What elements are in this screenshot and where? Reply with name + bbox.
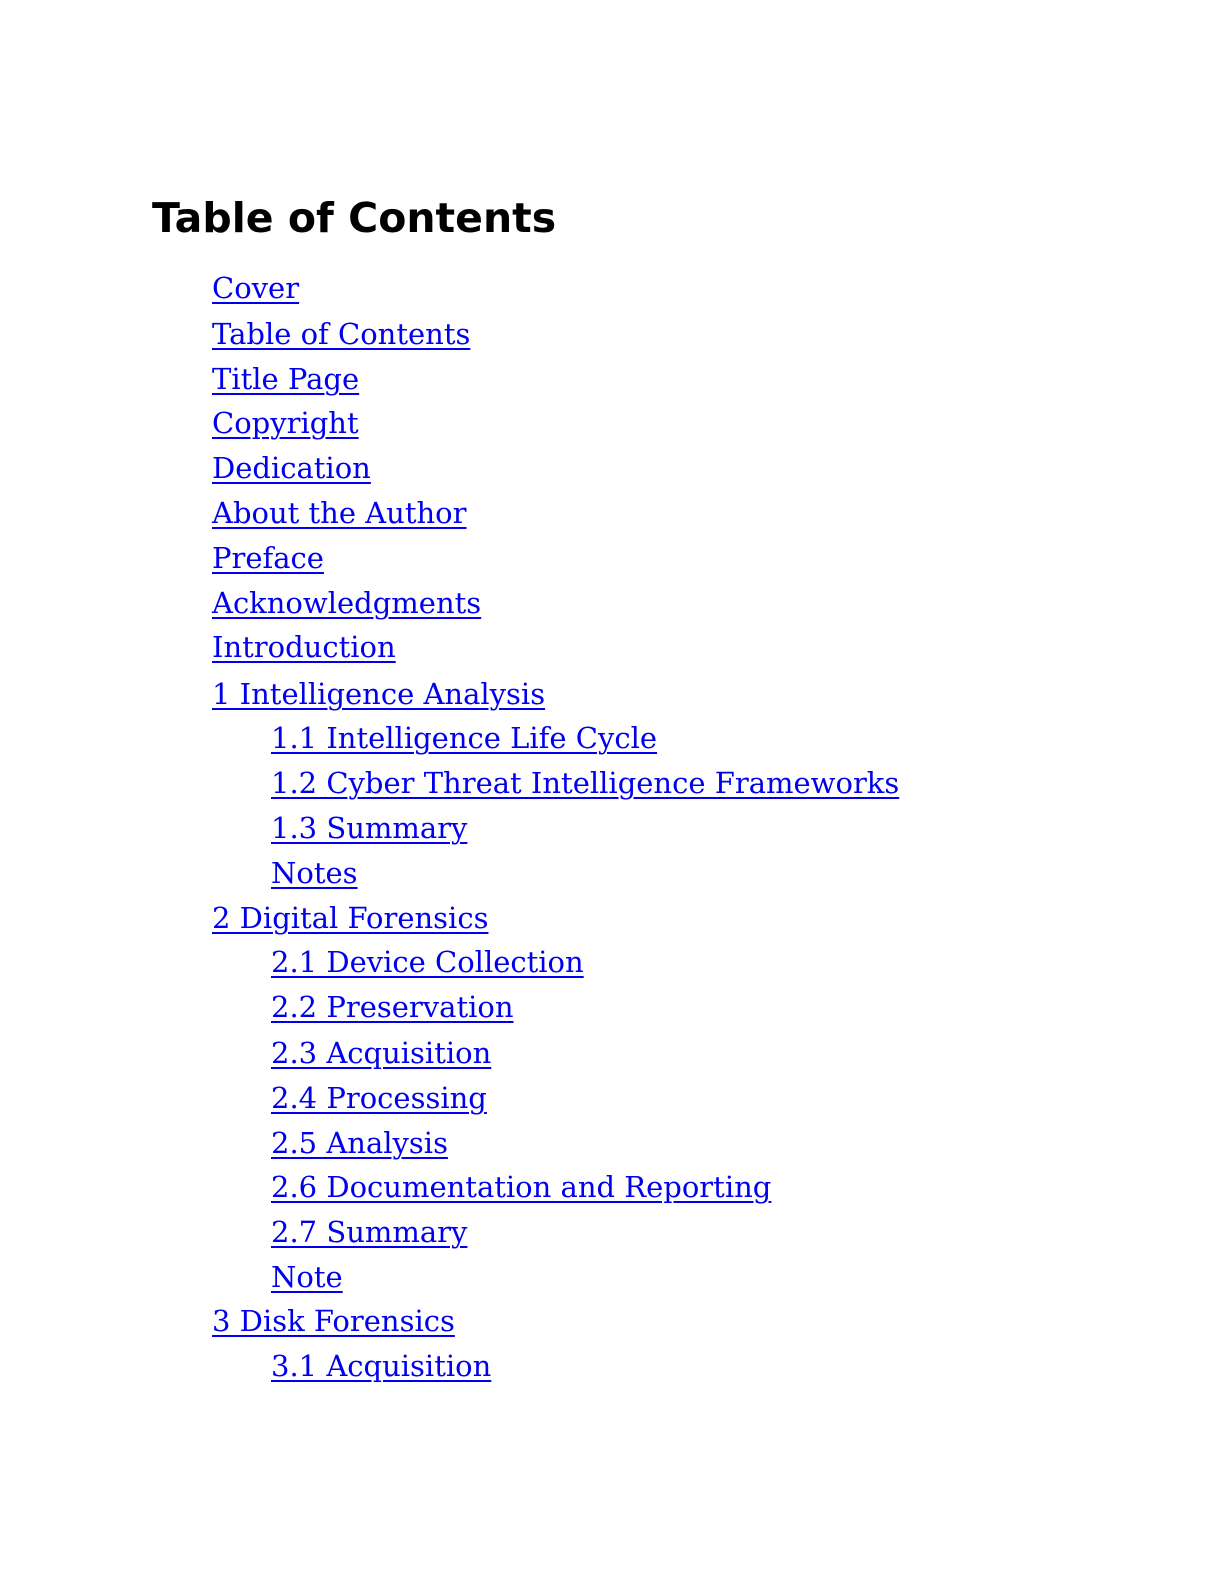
- toc-link-section-1-1[interactable]: 1.1 Intelligence Life Cycle: [271, 721, 658, 755]
- toc-entry-chapter-3: [212, 1303, 455, 1339]
- toc-link-section-2-2[interactable]: 2.2 Preservation: [271, 990, 514, 1024]
- toc-link-section-1-2[interactable]: 1.2 Cyber Threat Intelligence Frameworks: [271, 766, 900, 800]
- toc-entry-section-1-3: [271, 810, 467, 846]
- toc-entry-section-3-1: [271, 1348, 491, 1384]
- toc-entry-chapter-1-notes: [271, 855, 358, 891]
- toc-link-preface[interactable]: Preface: [212, 541, 324, 575]
- toc-link-section-1-3[interactable]: 1.3 Summary: [271, 811, 468, 845]
- toc-link-chapter-1-notes[interactable]: Notes: [271, 856, 358, 890]
- toc-link-section-2-3[interactable]: 2.3 Acquisition: [271, 1036, 492, 1070]
- toc-entry-cover: [212, 270, 299, 306]
- toc-link-chapter-3[interactable]: 3 Disk Forensics: [212, 1304, 455, 1338]
- toc-entry-about-the-author: [212, 495, 467, 531]
- toc-entry-section-1-1: [271, 720, 657, 756]
- toc-link-about-the-author[interactable]: About the Author: [212, 496, 467, 530]
- toc-entry-introduction: [212, 629, 396, 665]
- toc-entry-section-2-2: [271, 989, 514, 1025]
- toc-link-chapter-2[interactable]: 2 Digital Forensics: [212, 901, 489, 935]
- toc-entry-chapter-2-note: [271, 1259, 343, 1295]
- toc-entry-chapter-2: [212, 900, 488, 936]
- toc-heading: Table of Contents: [152, 194, 557, 242]
- toc-entry-section-2-6: [271, 1169, 771, 1205]
- toc-link-chapter-2-note[interactable]: Note: [271, 1260, 343, 1294]
- toc-link-chapter-1[interactable]: 1 Intelligence Analysis: [212, 677, 546, 711]
- toc-entry-acknowledgments: [212, 585, 481, 621]
- toc-link-section-3-1[interactable]: 3.1 Acquisition: [271, 1349, 492, 1383]
- toc-link-dedication[interactable]: Dedication: [212, 451, 371, 485]
- toc-entry-dedication: [212, 450, 371, 486]
- toc-link-section-2-7[interactable]: 2.7 Summary: [271, 1215, 468, 1249]
- toc-entry-section-2-4: [271, 1080, 487, 1116]
- toc-link-section-2-1[interactable]: 2.1 Device Collection: [271, 945, 584, 979]
- toc-link-title-page[interactable]: Title Page: [212, 362, 360, 396]
- toc-entry-table-of-contents: [212, 316, 470, 352]
- toc-entry-copyright: [212, 405, 359, 441]
- toc-entry-title-page: [212, 361, 359, 397]
- toc-link-acknowledgments[interactable]: Acknowledgments: [212, 586, 482, 620]
- toc-link-section-2-4[interactable]: 2.4 Processing: [271, 1081, 487, 1115]
- toc-link-section-2-5[interactable]: 2.5 Analysis: [271, 1126, 448, 1160]
- toc-entry-section-2-5: [271, 1125, 448, 1161]
- toc-link-section-2-6[interactable]: 2.6 Documentation and Reporting: [271, 1170, 772, 1204]
- toc-link-cover[interactable]: Cover: [212, 271, 300, 305]
- toc-entry-section-2-7: [271, 1214, 467, 1250]
- toc-link-copyright[interactable]: Copyright: [212, 406, 359, 440]
- toc-link-table-of-contents[interactable]: Table of Contents: [212, 317, 471, 351]
- toc-link-introduction[interactable]: Introduction: [212, 630, 396, 664]
- toc-entry-preface: [212, 540, 324, 576]
- toc-entry-chapter-1: [212, 676, 545, 712]
- toc-entry-section-2-3: [271, 1035, 491, 1071]
- toc-entry-section-1-2: [271, 765, 899, 801]
- toc-entry-section-2-1: [271, 944, 584, 980]
